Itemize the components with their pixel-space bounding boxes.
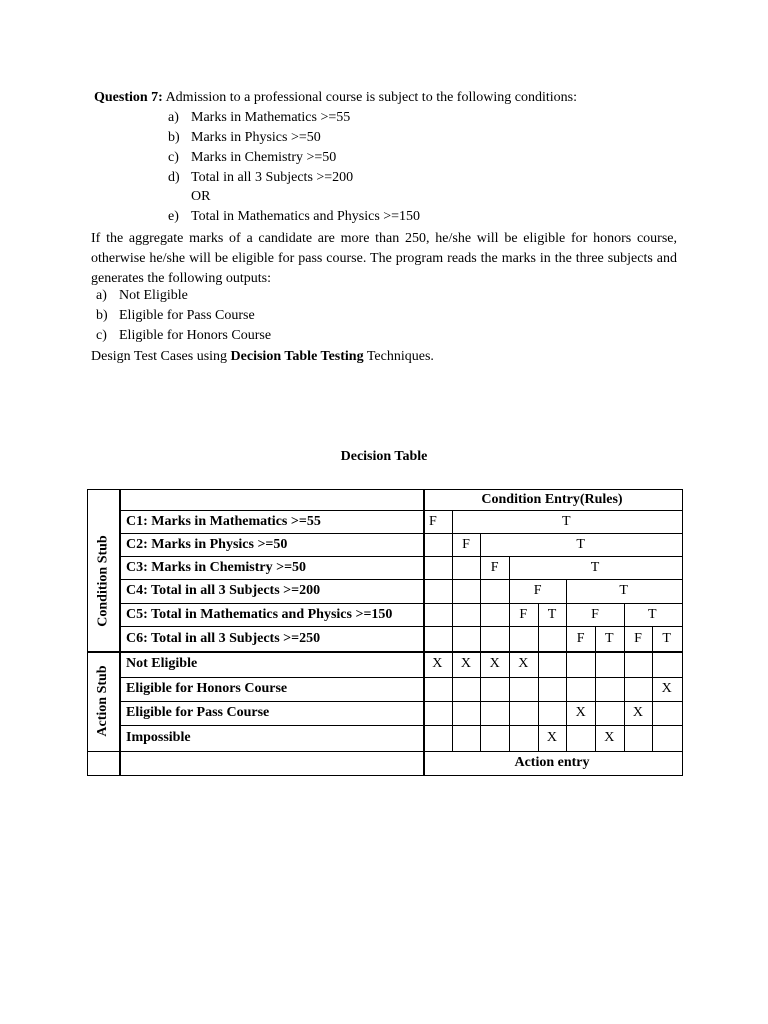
table-rule-line [509,725,510,751]
table-rule-line [624,677,625,701]
table-rule-line [452,701,453,725]
design-instruction [91,349,434,365]
table-rule-line [480,626,481,651]
condition-label: C3: Marks in Chemistry >=50 [126,559,307,575]
question-label: Question 7: [94,90,163,105]
table-rule-line [652,651,653,677]
table-rule-line [682,489,683,776]
condition-entry: T [590,559,600,575]
table-title: Decision Table [340,449,428,464]
table-rule-line [480,579,481,603]
condition-marker: b) [168,130,180,145]
table-rule-line [480,725,481,751]
table-rule-line [452,603,453,626]
design-suffix: Techniques. [363,349,434,364]
condition-label: C1: Marks in Mathematics >=55 [126,513,321,529]
condition-entry: T [605,630,614,646]
output-text: Not Eligible [119,288,188,303]
table-rule-line [595,701,596,725]
condition-entry: F [519,606,528,622]
condition-stub-label: Condition Stub [95,534,110,627]
condition-marker: a) [168,110,179,125]
table-rule-line [538,677,539,701]
condition-item [168,130,180,146]
action-label: Eligible for Pass Course [126,705,270,720]
action-entry: X [432,656,443,671]
condition-label: C4: Total in all 3 Subjects >=200 [126,583,321,598]
action-entry: X [632,705,644,720]
design-prefix: Design Test Cases using [91,349,231,364]
condition-item [168,170,180,186]
condition-text: Total in Mathematics and Physics >=150 [191,209,421,224]
action-label: Impossible [126,730,191,745]
condition-entry: T [576,536,585,552]
condition-entry: T [662,630,671,646]
condition-entry: F [429,513,437,529]
table-rule-line [538,626,539,651]
decision-table [87,489,682,775]
table-rule-line [480,677,481,701]
action-entry: X [460,656,472,671]
condition-item [168,209,179,225]
condition-entry: F [533,583,542,598]
output-marker: a) [96,288,107,303]
condition-item [168,150,179,166]
output-marker: c) [96,328,107,343]
table-rule-line [624,725,625,751]
table-rule-line [509,626,510,651]
action-entry: X [661,681,672,696]
action-entry: X [546,730,558,745]
table-rule-line [452,725,453,751]
table-rule-line [566,725,567,751]
table-rule-line [509,701,510,725]
action-label: Not Eligible [126,656,198,671]
table-rule-line [566,677,567,701]
output-text: Eligible for Pass Course [119,308,255,323]
action-entry: X [575,705,586,720]
condition-entry: F [490,559,499,575]
table-rule-line [566,651,567,677]
condition-label: C2: Marks in Physics >=50 [126,536,288,552]
table-rule-line [652,701,653,725]
action-entry: X [518,656,529,671]
condition-entry: T [648,606,657,622]
condition-entry: T [562,513,571,529]
condition-entry: T [547,606,557,622]
table-rule-line [119,489,121,775]
action-stub-label: Action Stub [95,665,110,737]
table-rule-line [87,489,88,775]
condition-marker: d) [168,170,180,185]
condition-entry: F [591,606,599,622]
condition-entry: F [576,630,585,646]
question-heading [94,90,577,106]
table-rule-line [595,651,596,677]
table-rule-line [509,677,510,701]
condition-entry: T [619,583,628,598]
action-entry: X [489,656,500,671]
or-separator: OR [191,189,211,204]
table-rule-line [452,579,453,603]
condition-marker: e) [168,209,179,224]
table-rule-line [480,603,481,626]
table-rule-line [452,626,453,651]
table-rule-line [452,556,453,579]
table-rule-line [119,725,682,726]
table-rule-line [595,677,596,701]
condition-label: C5: Total in Mathematics and Physics >=150 [126,606,393,622]
condition-item [168,110,179,126]
condition-text: Marks in Mathematics >=55 [191,110,351,125]
condition-label: C6: Total in all 3 Subjects >=250 [126,630,321,646]
condition-entry: F [634,630,642,646]
table-rule-line [538,651,539,677]
output-marker: b) [96,308,108,323]
table-rule-line [452,677,453,701]
table-rule-line [87,775,683,776]
table-rule-line [624,651,625,677]
question-intro: Admission to a professional course is subject to the following conditions: [162,90,577,105]
table-rule-line [423,489,425,775]
action-entry: X [604,730,615,745]
condition-text: Marks in Physics >=50 [191,130,321,145]
condition-entry: F [462,536,470,552]
table-rule-line [538,701,539,725]
table-rule-line [480,701,481,725]
condition-text: Marks in Chemistry >=50 [191,150,337,165]
output-text: Eligible for Honors Course [119,328,272,343]
condition-text: Total in all 3 Subjects >=200 [191,170,354,185]
condition-marker: c) [168,150,179,165]
action-entry-footer: Action entry [514,754,590,770]
action-label: Eligible for Honors Course [126,681,288,696]
condition-entry-header: Condition Entry(Rules) [481,491,623,507]
description-paragraph: If the aggregate marks of a candidate are more than 250, he/she will be eligible for honors course, otherwise he/she will be eligible for pass course. The program reads the marks in the three subjects and generates the following outputs: [91,231,677,286]
design-technique: Decision Table Testing [230,349,364,364]
table-rule-line [652,725,653,751]
